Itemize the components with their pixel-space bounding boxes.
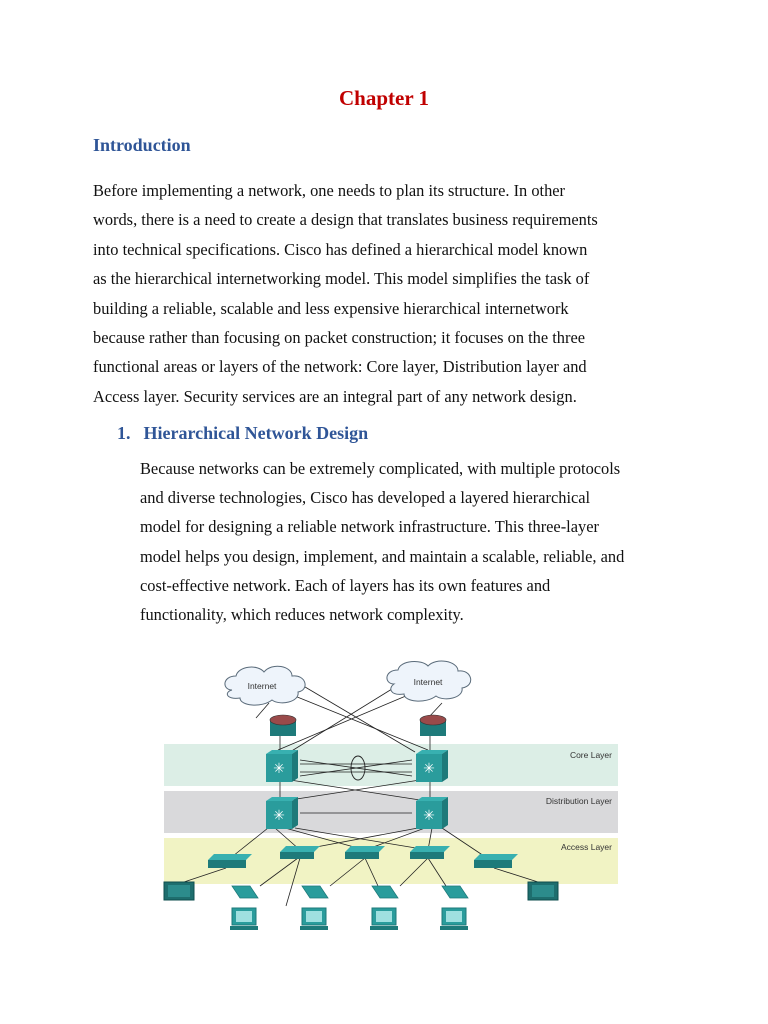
access-switch-3 (410, 846, 450, 859)
core-layer-band (164, 744, 618, 786)
access-hub-right (474, 854, 518, 868)
paragraph-line: and diverse technologies, Cisco has developed a layered hierarchical (140, 488, 591, 508)
svg-text:✳: ✳ (423, 760, 435, 776)
svg-text:✳: ✳ (423, 807, 435, 823)
access-hub-left (208, 854, 252, 868)
svg-text:✳: ✳ (273, 760, 285, 776)
paragraph-line: because rather than focusing on packet construction; it focuses on the three (93, 328, 585, 348)
paragraph-line: into technical specifications. Cisco has defined a hierarchical model known (93, 239, 588, 259)
paragraph-line: functionality, which reduces network complexity. (140, 605, 464, 625)
distribution-switch-left (266, 797, 298, 829)
router-right (420, 715, 446, 736)
internet-cloud-left (225, 666, 305, 705)
access-layer-label: Access Layer (560, 842, 612, 852)
access-switch-1 (280, 846, 320, 859)
paragraph-line: as the hierarchical internetworking model. This model simplifies the task of (93, 269, 590, 289)
cloud-right-label: Internet (413, 677, 443, 687)
cloud-left-label: Internet (247, 681, 277, 691)
paragraph-line: Access layer. Security services are an integral part of any network design. (93, 386, 577, 406)
core-layer-label: Core Layer (569, 750, 612, 760)
distribution-switch-right (416, 797, 448, 829)
host-monitor-left (164, 882, 194, 900)
section-number: 1. (117, 423, 131, 443)
hierarchical-network-diagram (160, 660, 618, 938)
paragraph-line: Before implementing a network, one needs to plan its structure. In other (93, 181, 566, 200)
paragraph-line: cost-effective network. Each of layers has its own features and (140, 575, 551, 595)
section-heading-hierarchical-design (117, 423, 368, 444)
paragraph-line: model helps you design, implement, and maintain a scalable, reliable, and (140, 546, 625, 566)
svg-text:✳: ✳ (273, 807, 285, 823)
paragraph-line: building a reliable, scalable and less expensive hierarchical internetwork (93, 298, 569, 318)
router-left (270, 715, 296, 736)
introduction-paragraph (93, 176, 683, 411)
chapter-title: Chapter 1 (338, 86, 430, 110)
paragraph-line: Because networks can be extremely complicated, with multiple protocols (140, 459, 621, 478)
section1-paragraph (140, 454, 685, 629)
core-switch-left (266, 750, 298, 782)
core-switch-right (416, 750, 448, 782)
ip-phones (232, 886, 468, 898)
section-title: Hierarchical Network Design (143, 423, 369, 443)
paragraph-line: words, there is a need to create a design that translates business requirements (93, 210, 598, 230)
access-switch-2 (345, 846, 385, 859)
introduction-heading: Introduction (93, 135, 191, 155)
paragraph-line: model for designing a reliable network infrastructure. This three-layer (140, 517, 599, 537)
paragraph-line: functional areas or layers of the network: Core layer, Distribution layer and (93, 357, 587, 377)
pcs (230, 908, 468, 930)
host-monitor-right (528, 882, 558, 900)
distribution-layer-label: Distribution Layer (545, 796, 612, 806)
internet-cloud-right (387, 661, 471, 701)
